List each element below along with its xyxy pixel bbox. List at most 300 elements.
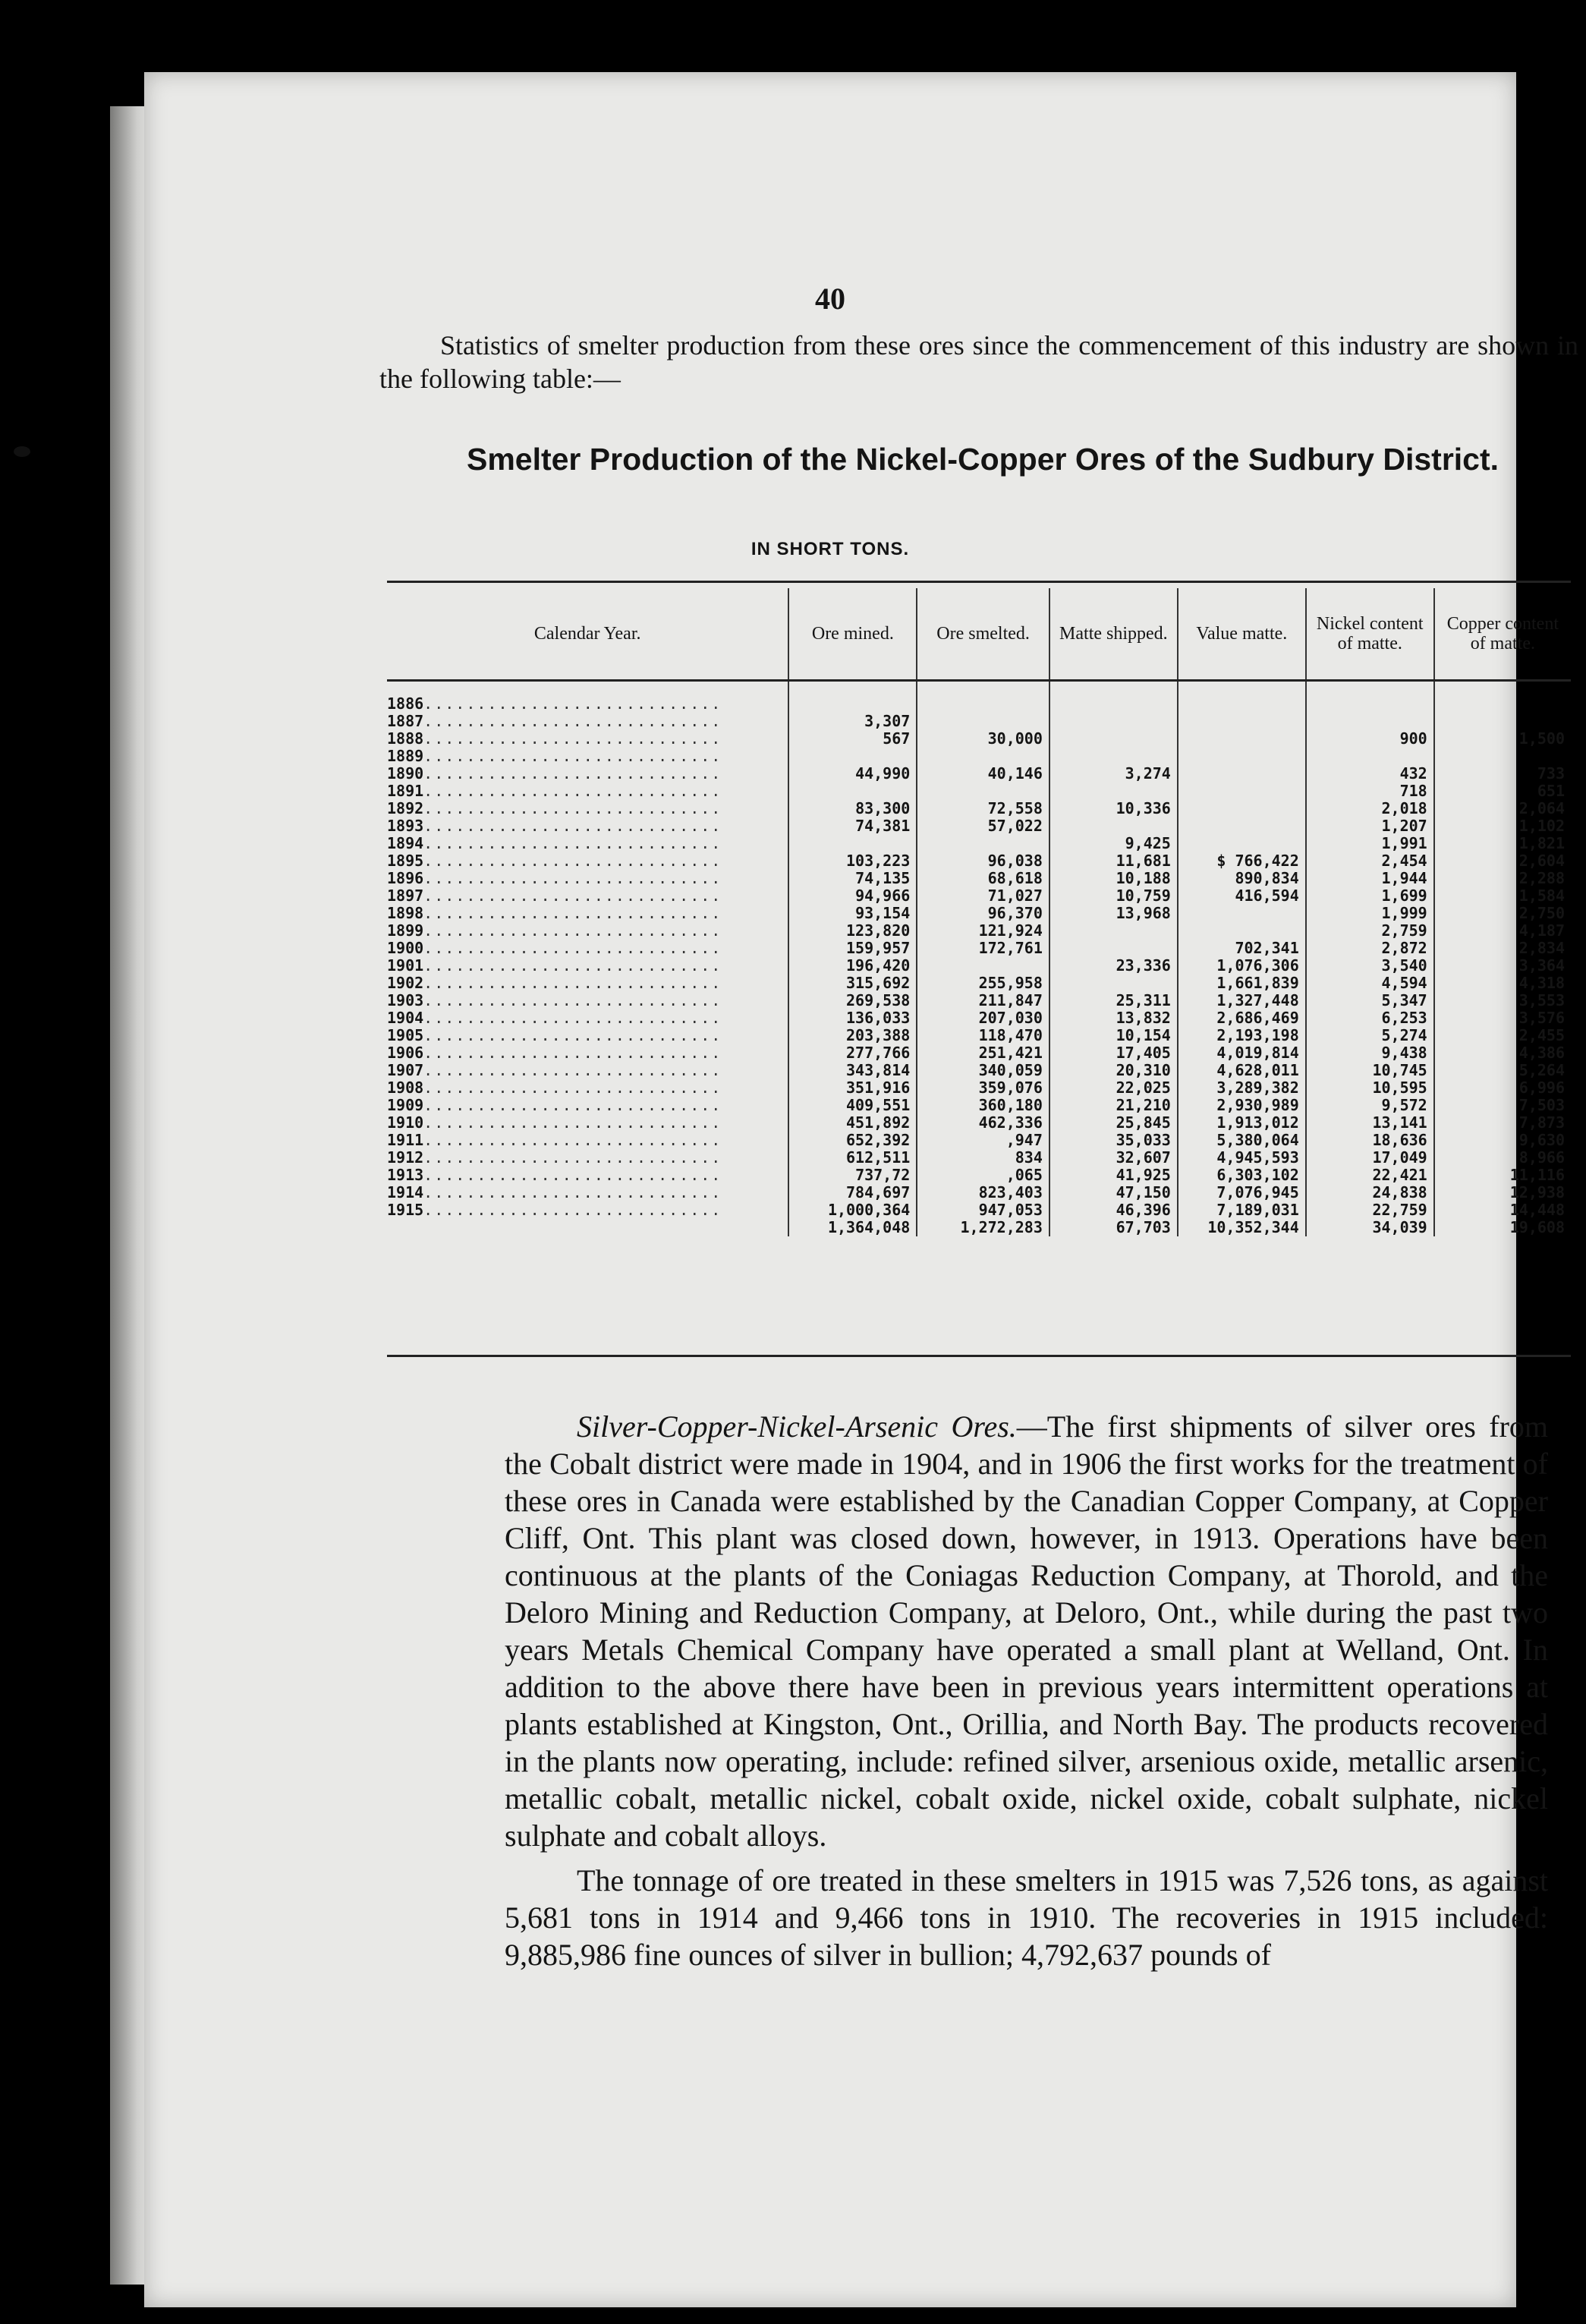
- year-cell: [387, 1149, 788, 1167]
- table-cell: 196,420: [788, 957, 917, 975]
- year-label: 1888: [387, 729, 424, 748]
- table-cell: 5,347: [1306, 992, 1434, 1009]
- year-label: 1889: [387, 747, 424, 765]
- year-label: 1915: [387, 1201, 424, 1219]
- table-cell: 23,336: [1049, 957, 1178, 975]
- year-cell: [387, 783, 788, 800]
- table-cell: 103,223: [788, 852, 917, 870]
- table-cell: 890,834: [1178, 870, 1306, 887]
- leader-dots: ............................: [423, 1044, 722, 1062]
- table-row: [387, 681, 1571, 713]
- year-label: 1890: [387, 764, 424, 783]
- table-cell: [1178, 817, 1306, 835]
- table-cell: 7,189,031: [1178, 1201, 1306, 1219]
- table-cell: 3,274: [1049, 765, 1178, 783]
- table-cell: 18,636: [1306, 1132, 1434, 1149]
- table-cell: 9,630: [1518, 1131, 1565, 1149]
- table-cell: 718: [1306, 783, 1434, 800]
- table-cell: 409,551: [788, 1097, 917, 1114]
- table-cell: 733: [1537, 764, 1565, 783]
- year-cell: [387, 1097, 788, 1114]
- table-cell: 22,759: [1306, 1201, 1434, 1219]
- table-cell: [1178, 800, 1306, 817]
- year-cell: [387, 922, 788, 940]
- table-cell: 3,540: [1306, 957, 1434, 975]
- year-cell: [387, 1167, 788, 1184]
- leader-dots: ............................: [423, 991, 722, 1009]
- table-cell: 74,381: [788, 817, 917, 835]
- leader-dots: ............................: [423, 974, 722, 992]
- table-cell: 57,022: [917, 817, 1049, 835]
- table-cell: 46,396: [1049, 1201, 1178, 1219]
- table-cell: 651: [1537, 782, 1565, 800]
- table-subtitle: IN SHORT TONS.: [751, 539, 910, 559]
- table-cell: 44,990: [788, 765, 917, 783]
- header-calendar-year: Calendar Year.: [387, 588, 788, 681]
- section-lead: Silver-Copper-Nickel-Arsenic Ores.: [577, 1409, 1017, 1444]
- year-label: 1891: [387, 782, 424, 800]
- page-number: 40: [815, 282, 845, 316]
- header-value-matte: Value matte.: [1178, 588, 1306, 681]
- table-cell: 13,968: [1049, 905, 1178, 922]
- table-cell: 2,834: [1518, 939, 1565, 957]
- table-cell: 1,000,364: [788, 1201, 917, 1219]
- table-cell: 10,595: [1306, 1079, 1434, 1097]
- table-cell: 94,966: [788, 887, 917, 905]
- table-cell: 24,838: [1306, 1184, 1434, 1201]
- table-cell: [917, 835, 1049, 852]
- table-cell: 1,999: [1306, 905, 1434, 922]
- leader-dots: ............................: [423, 886, 722, 905]
- leader-dots: ............................: [423, 956, 722, 975]
- table-row: [387, 1044, 1571, 1062]
- table-cell: 5,380,064: [1178, 1132, 1306, 1149]
- table-row: [387, 1079, 1571, 1097]
- table-cell: 451,892: [788, 1114, 917, 1132]
- table-bottom-rule: [387, 1355, 1571, 1357]
- body-paragraph-2-text: The tonnage of ore treated in these smelters in 1915 was 7,526 tons, as against 5,681 tons in 1914 and 9,466 tons in 1910. The recoveries in 1915 included: 9,885,986 fine ounces of silver in bullion; 4,792,637 pounds of: [505, 1863, 1548, 1972]
- table-cell: 432: [1306, 765, 1434, 783]
- table-cell: 612,511: [788, 1149, 917, 1167]
- year-cell: [387, 1114, 788, 1132]
- table-cell: 17,405: [1049, 1044, 1178, 1062]
- table-row: [387, 1132, 1571, 1149]
- year-cell: [387, 1062, 788, 1079]
- table-row: [387, 922, 1571, 940]
- year-label: 1906: [387, 1044, 424, 1062]
- year-cell: [387, 1009, 788, 1027]
- year-cell: [387, 765, 788, 783]
- table-cell: 1,076,306: [1178, 957, 1306, 975]
- table-cell: 93,154: [788, 905, 917, 922]
- table-cell: 4,628,011: [1178, 1062, 1306, 1079]
- table-row: [387, 1201, 1571, 1219]
- table-cell: 702,341: [1178, 940, 1306, 957]
- table-cell: 71,027: [917, 887, 1049, 905]
- table-cell: [1178, 748, 1306, 765]
- table-row: [387, 713, 1571, 730]
- year-cell: [387, 975, 788, 992]
- table-cell: 17,049: [1306, 1149, 1434, 1167]
- table-cell: 25,311: [1049, 992, 1178, 1009]
- header-ore-mined: Ore mined.: [788, 588, 917, 681]
- table-row: [387, 800, 1571, 817]
- table-cell: 4,019,814: [1178, 1044, 1306, 1062]
- table-cell: 269,538: [788, 992, 917, 1009]
- year-cell: [387, 1219, 788, 1236]
- table-row: [387, 870, 1571, 887]
- table-cell: [1049, 681, 1178, 713]
- year-label: 1897: [387, 886, 424, 905]
- table-cell: 12,938: [1509, 1183, 1565, 1201]
- table-row: [387, 1027, 1571, 1044]
- year-label: 1893: [387, 817, 424, 835]
- table-cell: 1,207: [1306, 817, 1434, 835]
- year-cell: [387, 1044, 788, 1062]
- table-cell: [1434, 681, 1571, 713]
- leader-dots: ............................: [423, 1113, 722, 1132]
- table-cell: [1434, 713, 1571, 730]
- year-cell: [387, 730, 788, 748]
- table-row: [387, 905, 1571, 922]
- table-cell: 121,924: [917, 922, 1049, 940]
- table-cell: 40,146: [917, 765, 1049, 783]
- table-cell: ,065: [917, 1167, 1049, 1184]
- table-cell: 652,392: [788, 1132, 917, 1149]
- table-cell: 277,766: [788, 1044, 917, 1062]
- table-cell: [917, 681, 1049, 713]
- table-cell: 14,448: [1509, 1201, 1565, 1219]
- table-cell: 834: [917, 1149, 1049, 1167]
- table-row: [387, 1219, 1571, 1236]
- table-cell: 13,141: [1306, 1114, 1434, 1132]
- year-cell: [387, 713, 788, 730]
- year-cell: [387, 748, 788, 765]
- table-row: [387, 730, 1571, 748]
- table-cell: 9,572: [1306, 1097, 1434, 1114]
- table-cell: 13,832: [1049, 1009, 1178, 1027]
- table-cell: [917, 783, 1049, 800]
- header-nickel-content: Nickel content of matte.: [1306, 588, 1434, 681]
- table-cell: 20,310: [1049, 1062, 1178, 1079]
- table-row: [387, 1114, 1571, 1132]
- table-cell: [1178, 681, 1306, 713]
- table-cell: 1,699: [1306, 887, 1434, 905]
- leader-dots: ............................: [423, 1166, 722, 1184]
- table-cell: [917, 957, 1049, 975]
- table-cell: 1,102: [1518, 817, 1565, 835]
- year-label: 1904: [387, 1009, 424, 1027]
- table-cell: 10,336: [1049, 800, 1178, 817]
- table-cell: 4,945,593: [1178, 1149, 1306, 1167]
- table-cell: 6,253: [1306, 1009, 1434, 1027]
- table-cell: 2,018: [1306, 800, 1434, 817]
- table-cell: 1,364,048: [788, 1219, 917, 1236]
- year-cell: [387, 1184, 788, 1201]
- table-cell: 4,594: [1306, 975, 1434, 992]
- leader-dots: ............................: [423, 834, 722, 852]
- year-label: 1909: [387, 1096, 424, 1114]
- year-label: 1894: [387, 834, 424, 852]
- intro-paragraph: [379, 329, 1578, 395]
- table-cell: 6,996: [1518, 1079, 1565, 1097]
- leader-dots: ............................: [423, 747, 722, 765]
- table-cell: 32,607: [1049, 1149, 1178, 1167]
- leader-dots: ............................: [423, 939, 722, 957]
- year-label: 1899: [387, 921, 424, 940]
- table-cell: 2,930,989: [1178, 1097, 1306, 1114]
- table-cell: 900: [1306, 730, 1434, 748]
- table-cell: [1306, 713, 1434, 730]
- year-label: 1907: [387, 1061, 424, 1079]
- body-paragraph-1-text: —The first shipments of silver ores from the Cobalt district were made in 1904, and in 1906 the first works for the treatment of these ores in Canada were established by the Canadian Copper Company, at Copper Cliff, Ont. This plant was closed down, however, in 1913. Operations have been continuous at the plants of the Coniagas Reduction Company, at Thorold, and the Deloro Mining and Reduction Company, at Deloro, Ont., while during the past two years Metals Chemical Company have operated a small plant at Welland, Ont. In addition to the above there have been in previous years intermittent operations at plants established at Kingston, Ont., Orillia, and North Bay. The products recovered in the plants now operating, include: refined silver, arsenious oxide, metallic arsenic, metallic cobalt, metallic nickel, cobalt oxide, nickel oxide, cobalt sulphate, nickel sulphate and cobalt alloys.: [505, 1409, 1548, 1853]
- table-cell: 67,703: [1049, 1219, 1178, 1236]
- table-cell: 2,064: [1518, 799, 1565, 817]
- table-cell: 10,188: [1049, 870, 1178, 887]
- table-cell: 3,364: [1518, 956, 1565, 975]
- table-cell: [1178, 765, 1306, 783]
- table-row: [387, 748, 1571, 765]
- table-cell: 1,661,839: [1178, 975, 1306, 992]
- scanned-page: [144, 72, 1578, 2307]
- table-cell: 10,745: [1306, 1062, 1434, 1079]
- table-cell: ,947: [917, 1132, 1049, 1149]
- table-cell: [1049, 713, 1178, 730]
- table-cell: 2,288: [1518, 869, 1565, 887]
- table-cell: 3,553: [1518, 991, 1565, 1009]
- leader-dots: ............................: [423, 799, 722, 817]
- table-row: [387, 940, 1571, 957]
- table-cell: [917, 748, 1049, 765]
- table-cell: [1434, 748, 1571, 765]
- table-row: [387, 817, 1571, 835]
- table-cell: 10,154: [1049, 1027, 1178, 1044]
- year-label: 1886: [387, 694, 424, 713]
- year-cell: [387, 1027, 788, 1044]
- leader-dots: ............................: [423, 1096, 722, 1114]
- table-cell: 7,503: [1518, 1096, 1565, 1114]
- table-cell: 9,438: [1306, 1044, 1434, 1062]
- table-row: [387, 1184, 1571, 1201]
- table-cell: 340,059: [917, 1062, 1049, 1079]
- table-cell: [1178, 730, 1306, 748]
- table-cell: 22,421: [1306, 1167, 1434, 1184]
- table-cell: 118,470: [917, 1027, 1049, 1044]
- table-cell: 6,303,102: [1178, 1167, 1306, 1184]
- table-cell: 567: [788, 730, 917, 748]
- leader-dots: ............................: [423, 1201, 722, 1219]
- year-label: 1902: [387, 974, 424, 992]
- year-label: 1901: [387, 956, 424, 975]
- table-cell: [1178, 713, 1306, 730]
- table-cell: 462,336: [917, 1114, 1049, 1132]
- leader-dots: ............................: [423, 1079, 722, 1097]
- year-label: 1896: [387, 869, 424, 887]
- table-cell: [788, 681, 917, 713]
- year-label: 1911: [387, 1131, 424, 1149]
- table-cell: 30,000: [917, 730, 1049, 748]
- year-label: 1905: [387, 1026, 424, 1044]
- table-cell: 21,210: [1049, 1097, 1178, 1114]
- table-cell: 68,618: [917, 870, 1049, 887]
- table-header-row: [387, 588, 1571, 681]
- table-cell: 360,180: [917, 1097, 1049, 1114]
- table-top-rule: [387, 581, 1571, 583]
- table-cell: 255,958: [917, 975, 1049, 992]
- year-cell: [387, 852, 788, 870]
- table-cell: 41,925: [1049, 1167, 1178, 1184]
- table-cell: 251,421: [917, 1044, 1049, 1062]
- table-cell: [1049, 940, 1178, 957]
- table-cell: [1178, 783, 1306, 800]
- table-cell: 2,750: [1518, 904, 1565, 922]
- table-cell: 4,386: [1518, 1044, 1565, 1062]
- table-cell: 2,872: [1306, 940, 1434, 957]
- table-cell: 3,289,382: [1178, 1079, 1306, 1097]
- table-cell: 203,388: [788, 1027, 917, 1044]
- table-cell: 784,697: [788, 1184, 917, 1201]
- table-cell: [1049, 817, 1178, 835]
- body-text: [505, 1408, 1548, 1981]
- table-row: [387, 957, 1571, 975]
- leader-dots: ............................: [423, 817, 722, 835]
- table-cell: 1,944: [1306, 870, 1434, 887]
- leader-dots: ............................: [423, 764, 722, 783]
- table-cell: 1,913,012: [1178, 1114, 1306, 1132]
- year-label: 1900: [387, 939, 424, 957]
- year-cell: [387, 1079, 788, 1097]
- year-cell: [387, 957, 788, 975]
- table-cell: 737,72: [788, 1167, 917, 1184]
- leader-dots: ............................: [423, 869, 722, 887]
- table-row: [387, 975, 1571, 992]
- table-cell: 1,500: [1518, 729, 1565, 748]
- year-label: 1908: [387, 1079, 424, 1097]
- table-cell: [1049, 922, 1178, 940]
- year-cell: [387, 835, 788, 852]
- table-cell: 315,692: [788, 975, 917, 992]
- header-ore-smelted: Ore smelted.: [917, 588, 1049, 681]
- table-cell: 4,187: [1518, 921, 1565, 940]
- table-row: [387, 1167, 1571, 1184]
- table-row: [387, 835, 1571, 852]
- leader-dots: ............................: [423, 1061, 722, 1079]
- table-cell: [1306, 748, 1434, 765]
- year-label: 1892: [387, 799, 424, 817]
- table-cell: 2,454: [1306, 852, 1434, 870]
- table-cell: [1178, 905, 1306, 922]
- table-cell: [1306, 681, 1434, 713]
- year-cell: [387, 800, 788, 817]
- table-cell: 2,686,469: [1178, 1009, 1306, 1027]
- table-cell: 11,116: [1509, 1166, 1565, 1184]
- year-cell: [387, 992, 788, 1009]
- table-cell: 5,264: [1518, 1061, 1565, 1079]
- table-cell: 947,053: [917, 1201, 1049, 1219]
- table-row: [387, 887, 1571, 905]
- table-cell: [1178, 835, 1306, 852]
- table-body: [387, 681, 1571, 1237]
- table-cell: [1049, 783, 1178, 800]
- table-cell: 1,584: [1518, 886, 1565, 905]
- table-row: [387, 1062, 1571, 1079]
- table-cell: 343,814: [788, 1062, 917, 1079]
- table-cell: 1,272,283: [917, 1219, 1049, 1236]
- table-row: [387, 1149, 1571, 1167]
- table-cell: 2,759: [1306, 922, 1434, 940]
- table-cell: [1049, 975, 1178, 992]
- table-cell: [917, 713, 1049, 730]
- table-cell: [1049, 748, 1178, 765]
- table-cell: 2,193,198: [1178, 1027, 1306, 1044]
- table-cell: 159,957: [788, 940, 917, 957]
- year-cell: [387, 817, 788, 835]
- leader-dots: ............................: [423, 904, 722, 922]
- production-table-wrap: [387, 588, 1571, 1362]
- table-cell: 7,076,945: [1178, 1184, 1306, 1201]
- table-cell: 10,352,344: [1178, 1219, 1306, 1236]
- leader-dots: ............................: [423, 1026, 722, 1044]
- table-row: [387, 1009, 1571, 1027]
- table-cell: 207,030: [917, 1009, 1049, 1027]
- table-cell: 1,821: [1518, 834, 1565, 852]
- year-cell: [387, 870, 788, 887]
- table-cell: [1178, 922, 1306, 940]
- scan-speck: [14, 446, 30, 457]
- leader-dots: ............................: [423, 729, 722, 748]
- year-label: 1914: [387, 1183, 424, 1201]
- table-cell: 9,425: [1049, 835, 1178, 852]
- table-cell: 10,759: [1049, 887, 1178, 905]
- table-cell: 96,038: [917, 852, 1049, 870]
- table-title: Smelter Production of the Nickel-Copper Ores of the Sudbury District.: [466, 442, 1499, 477]
- year-label: 1912: [387, 1148, 424, 1167]
- leader-dots: ............................: [423, 1131, 722, 1149]
- leader-dots: ............................: [423, 1183, 722, 1201]
- year-cell: [387, 1201, 788, 1219]
- table-cell: [788, 783, 917, 800]
- year-cell: [387, 887, 788, 905]
- header-copper-content: Copper content of matte.: [1434, 588, 1571, 681]
- year-label: 1895: [387, 852, 424, 870]
- body-paragraph-1: [505, 1408, 1548, 1854]
- leader-dots: ............................: [423, 921, 722, 940]
- table-cell: 35,033: [1049, 1132, 1178, 1149]
- table-cell: [1049, 730, 1178, 748]
- production-table: [387, 588, 1571, 1236]
- leader-dots: ............................: [423, 782, 722, 800]
- table-cell: 4,318: [1518, 974, 1565, 992]
- table-cell: 1,327,448: [1178, 992, 1306, 1009]
- table-cell: 22,025: [1049, 1079, 1178, 1097]
- table-cell: $ 766,422: [1178, 852, 1306, 870]
- table-cell: 359,076: [917, 1079, 1049, 1097]
- table-row: [387, 765, 1571, 783]
- table-cell: 123,820: [788, 922, 917, 940]
- table-cell: 1,991: [1306, 835, 1434, 852]
- table-cell: 2,455: [1518, 1026, 1565, 1044]
- table-row: [387, 852, 1571, 870]
- intro-text: Statistics of smelter production from these ores since the commencement of this industry are shown in the following table:—: [379, 330, 1578, 394]
- year-cell: [387, 681, 788, 713]
- header-matte-shipped: Matte shipped.: [1049, 588, 1178, 681]
- table-cell: 83,300: [788, 800, 917, 817]
- table-cell: 136,033: [788, 1009, 917, 1027]
- leader-dots: ............................: [423, 852, 722, 870]
- year-label: 1910: [387, 1113, 424, 1132]
- table-cell: 25,845: [1049, 1114, 1178, 1132]
- table-cell: 96,370: [917, 905, 1049, 922]
